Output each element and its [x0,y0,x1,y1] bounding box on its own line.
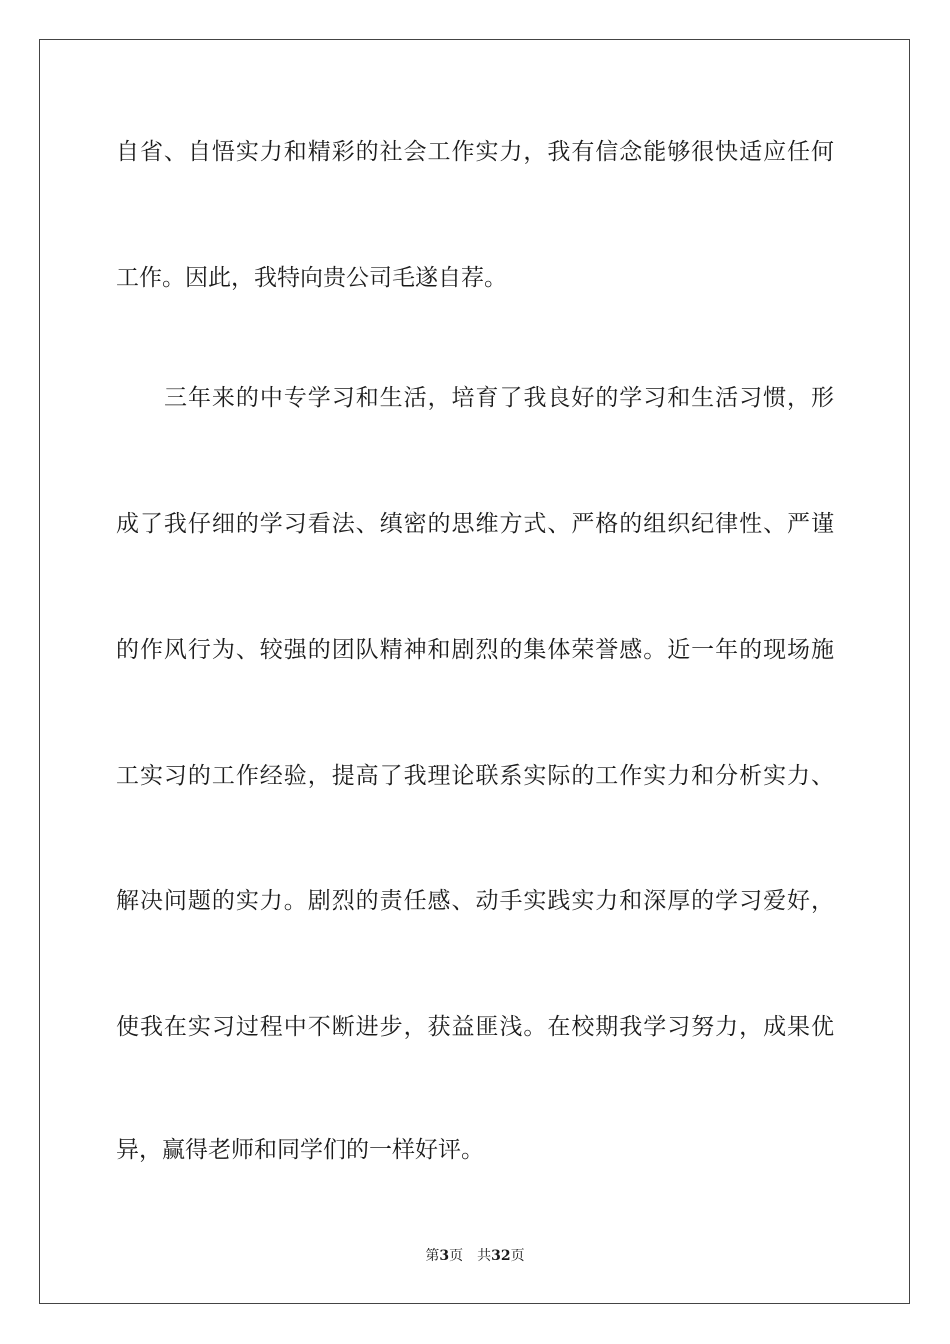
page-frame [39,39,910,1304]
paragraph-line: 工实习的工作经验，提高了我理论联系实际的工作实力和分析实力、 [116,763,834,789]
paragraph-line: 的作风行为、较强的团队精神和剧烈的集体荣誉感。近一年的现场施 [116,637,834,663]
paragraph-line: 三年来的中专学习和生活，培育了我良好的学习和生活习惯，形 [164,385,834,411]
total-pages: 32 [491,1248,511,1264]
paragraph-line: 成了我仔细的学习看法、缜密的思维方式、严格的组织纪律性、严谨 [116,511,834,537]
page-number: 3 [439,1248,450,1264]
paragraph-line: 解决问题的实力。剧烈的责任感、动手实践实力和深厚的学习爱好， [116,888,834,914]
paragraph-line: 异，赢得老师和同学们的一样好评。 [116,1137,484,1163]
total-prefix: 共 [477,1248,492,1264]
page-footer [0,1246,950,1266]
total-suffix: 页 [510,1248,525,1264]
paragraph-line: 使我在实习过程中不断进步，获益匪浅。在校期我学习努力，成果优 [116,1014,834,1040]
paragraph-line: 自省、自悟实力和精彩的社会工作实力，我有信念能够很快适应任何 [116,139,834,165]
paragraph-line: 工作。因此，我特向贵公司毛遂自荐。 [116,265,507,291]
page-prefix: 第 [425,1248,440,1264]
page-suffix: 页 [449,1248,464,1264]
